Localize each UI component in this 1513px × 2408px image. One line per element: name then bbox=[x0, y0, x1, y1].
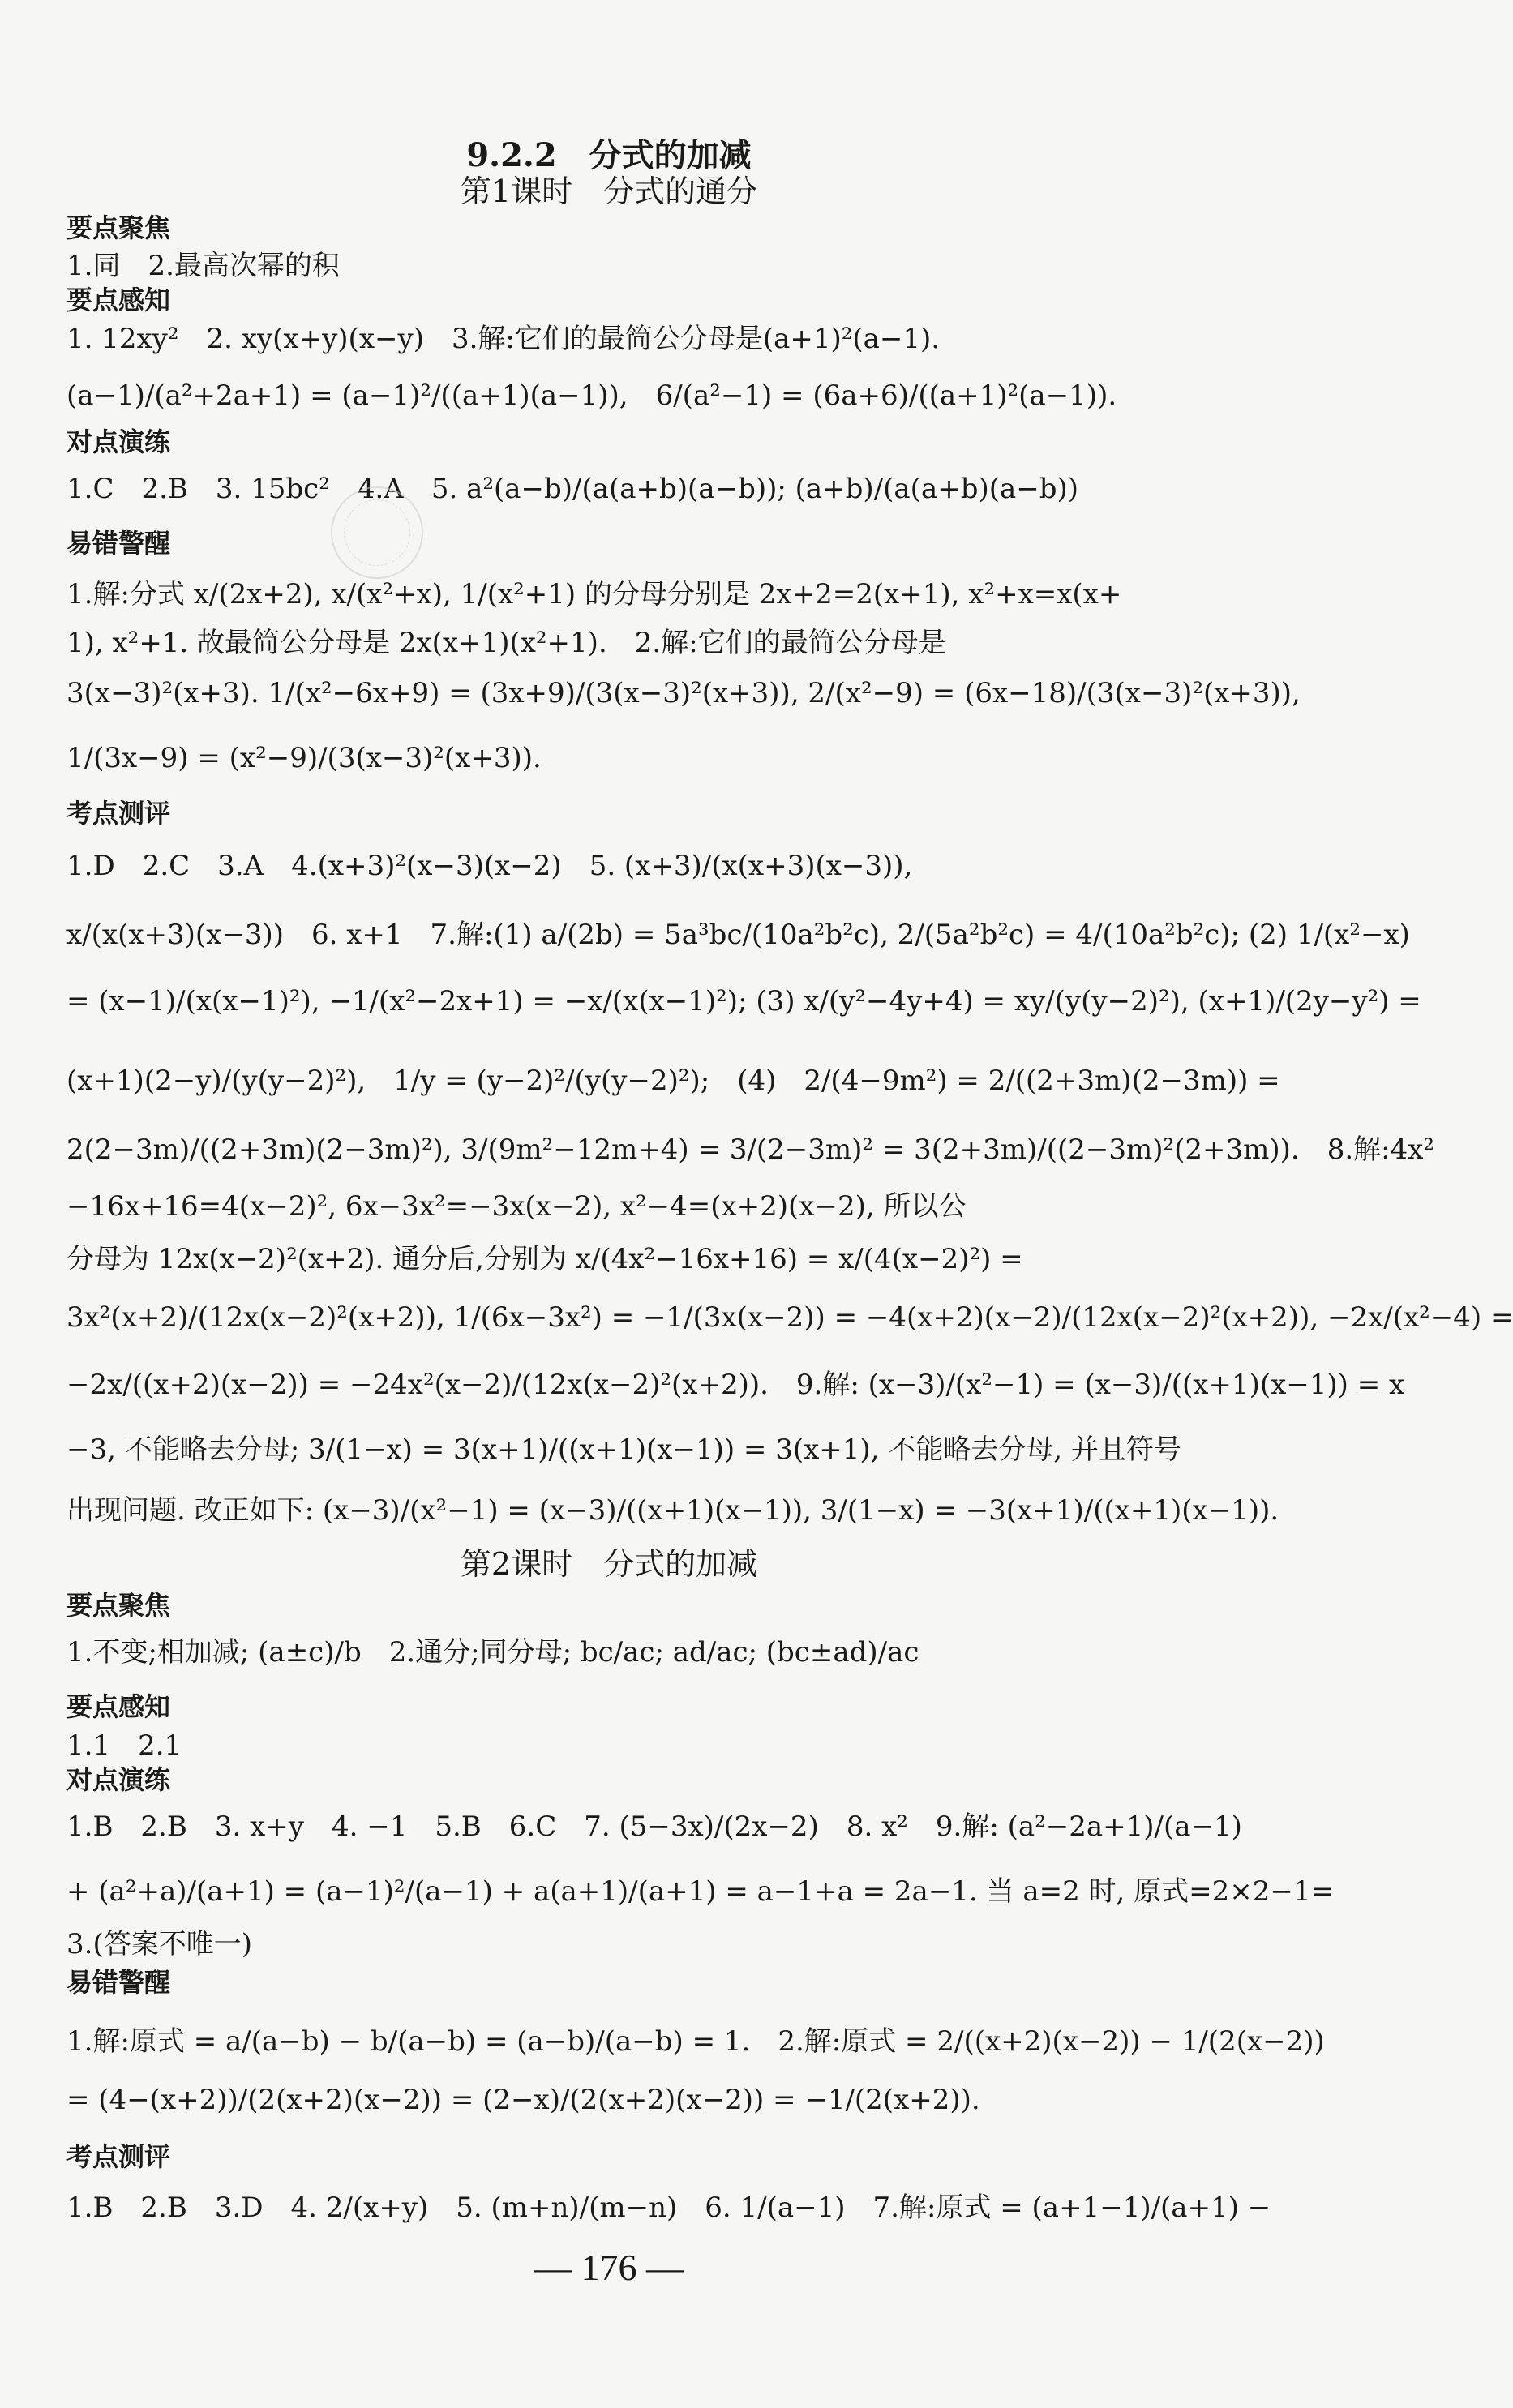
text-line: −16x+16=4(x−2)², 6x−3x²=−3x(x−2), x²−4=(x+2)(x−2), 所以公 bbox=[66, 1190, 967, 1223]
text-line: 1), x²+1. 故最简公分母是 2x(x+1)(x²+1). 2.解:它们的最简公分母是 bbox=[66, 627, 946, 659]
text-line: 1.1 2.1 bbox=[66, 1729, 182, 1762]
text-line: 3x²(x+2)/(12x(x−2)²(x+2)), 1/(6x−3x²) = −1/(3x(x−2)) = −4(x+2)(x−2)/(12x(x−2)²(x+2)), −2x/(x²−4) = bbox=[66, 1301, 1513, 1334]
text-line: 1. 12xy² 2. xy(x+y)(x−y) 3.解:它们的最简公分母是(a+1)²(a−1). bbox=[66, 323, 941, 355]
heading-kaodian-ceping: 考点测评 bbox=[66, 798, 171, 829]
text-line: 分母为 12x(x−2)²(x+2). 通分后,分别为 x/(4x²−16x+16) = x/(4(x−2)²) = bbox=[66, 1243, 1023, 1275]
text-line: 1.同 2.最高次幂的积 bbox=[66, 250, 340, 282]
text-line: = (x−1)/(x(x−1)²), −1/(x²−2x+1) = −x/(x(x−1)²); (3) x/(y²−4y+4) = xy/(y(y−2)²), (x+1)/(2y−y²) = bbox=[66, 985, 1421, 1018]
text-line: −2x/((x+2)(x−2)) = −24x²(x−2)/(12x(x−2)²(x+2)). 9.解: (x−3)/(x²−1) = (x−3)/((x+1)(x−1)) = x bbox=[66, 1369, 1405, 1401]
text-line: (x+1)(2−y)/(y(y−2)²), 1/y = (y−2)²/(y(y−2)²); (4) 2/(4−9m²) = 2/((2+3m)(2−3m)) = bbox=[66, 1065, 1280, 1097]
heading-duidian-yanlian: 对点演练 bbox=[66, 1764, 171, 1795]
text-line: 1.不变;相加减; (a±c)/b 2.通分;同分母; bc/ac; ad/ac; (bc±ad)/ac bbox=[66, 1636, 919, 1669]
text-line: (a−1)/(a²+2a+1) = (a−1)²/((a+1)(a−1)), 6/(a²−1) = (6a+6)/((a+1)²(a−1)). bbox=[66, 379, 1117, 412]
heading-yaodian-ganzhi: 要点感知 bbox=[66, 1691, 171, 1722]
lesson1-title: 第1课时 分式的通分 bbox=[460, 174, 758, 209]
heading-yicuo-jingxing: 易错警醒 bbox=[66, 1967, 171, 1998]
heading-yaodian-jujiao: 要点聚焦 bbox=[66, 1590, 171, 1621]
text-line: 1.D 2.C 3.A 4.(x+3)²(x−3)(x−2) 5. (x+3)/(x(x+3)(x−3)), bbox=[66, 850, 913, 882]
text-line: −3, 不能略去分母; 3/(1−x) = 3(x+1)/((x+1)(x−1)) = 3(x+1), 不能略去分母, 并且符号 bbox=[66, 1433, 1181, 1466]
text-line: 1.解:原式 = a/(a−b) − b/(a−b) = (a−b)/(a−b) = 1. 2.解:原式 = 2/((x+2)(x−2)) − 1/(2(x−2)) bbox=[66, 2025, 1325, 2058]
page-number: — 176 — bbox=[534, 2247, 684, 2288]
text-line: + (a²+a)/(a+1) = (a−1)²/(a−1) + a(a+1)/(a+1) = a−1+a = 2a−1. 当 a=2 时, 原式=2×2−1= bbox=[66, 1875, 1335, 1908]
text-line: = (4−(x+2))/(2(x+2)(x−2)) = (2−x)/(2(x+2)(x−2)) = −1/(2(x+2)). bbox=[66, 2084, 980, 2116]
section-title: 9.2.2 分式的加减 bbox=[466, 136, 752, 174]
heading-kaodian-ceping: 考点测评 bbox=[66, 2141, 171, 2172]
text-line: 3.(答案不唯一) bbox=[66, 1928, 252, 1960]
text-line: 1/(3x−9) = (x²−9)/(3(x−3)²(x+3)). bbox=[66, 742, 542, 774]
text-line: 1.C 2.B 3. 15bc² 4.A 5. a²(a−b)/(a(a+b)(a−b)); (a+b)/(a(a+b)(a−b)) bbox=[66, 473, 1079, 505]
heading-duidian-yanlian: 对点演练 bbox=[66, 426, 171, 457]
heading-yaodian-ganzhi: 要点感知 bbox=[66, 285, 171, 315]
watermark-stamp bbox=[331, 486, 423, 579]
text-line: 1.解:分式 x/(2x+2), x/(x²+x), 1/(x²+1) 的分母分别是 2x+2=2(x+1), x²+x=x(x+ bbox=[66, 578, 1122, 611]
text-line: x/(x(x+3)(x−3)) 6. x+1 7.解:(1) a/(2b) = 5a³bc/(10a²b²c), 2/(5a²b²c) = 4/(10a²b²c); (2) 1/(x²−x) bbox=[66, 919, 1410, 951]
text-line: 出现问题. 改正如下: (x−3)/(x²−1) = (x−3)/((x+1)(x−1)), 3/(1−x) = −3(x+1)/((x+1)(x−1)). bbox=[66, 1494, 1279, 1527]
heading-yicuo-jingxing: 易错警醒 bbox=[66, 528, 171, 559]
text-line: 2(2−3m)/((2+3m)(2−3m)²), 3/(9m²−12m+4) = 3/(2−3m)² = 3(2+3m)/((2−3m)²(2+3m)). 8.解:4x² bbox=[66, 1133, 1435, 1166]
text-line: 1.B 2.B 3. x+y 4. −1 5.B 6.C 7. (5−3x)/(2x−2) 8. x² 9.解: (a²−2a+1)/(a−1) bbox=[66, 1810, 1242, 1843]
heading-yaodian-jujiao: 要点聚焦 bbox=[66, 212, 171, 243]
lesson2-title: 第2课时 分式的加减 bbox=[460, 1546, 758, 1582]
text-line: 1.B 2.B 3.D 4. 2/(x+y) 5. (m+n)/(m−n) 6. 1/(a−1) 7.解:原式 = (a+1−1)/(a+1) − bbox=[66, 2192, 1271, 2224]
text-line: 3(x−3)²(x+3). 1/(x²−6x+9) = (3x+9)/(3(x−3)²(x+3)), 2/(x²−9) = (6x−18)/(3(x−3)²(x+3)), bbox=[66, 677, 1301, 709]
